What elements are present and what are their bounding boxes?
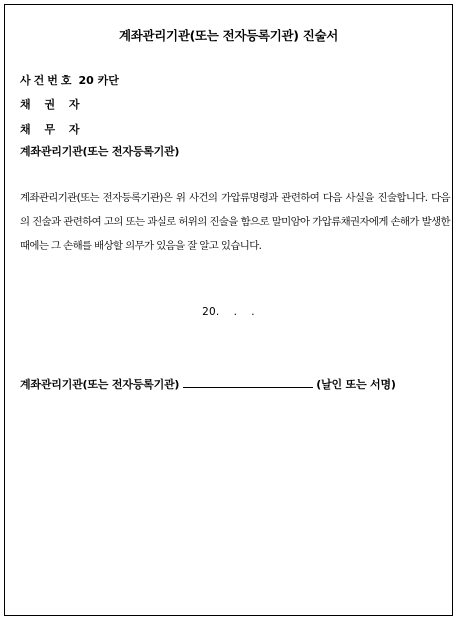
case-number-value: 20 카단 — [78, 74, 119, 87]
case-number-label: 사건번호 — [20, 74, 75, 87]
statement-date: 20. . . — [202, 306, 255, 318]
document-frame — [4, 4, 453, 616]
signature-suffix: (날인 또는 서명) — [316, 378, 396, 391]
signature-agency-label: 계좌관리기관(또는 전자등록기관) — [20, 378, 180, 391]
agency-label: 계좌관리기관(또는 전자등록기관) — [20, 145, 180, 158]
creditor-label-text: 채 권 자 — [20, 98, 85, 111]
case-number-field — [20, 72, 119, 88]
statement-body: 계좌관리기관(또는 전자등록기관)은 위 사건의 가압류명령과 관련하여 다음 사실을 진술합니다. 다음의 진술과 관련하여 고의 또는 과실로 허위의 진술을 함으로 말미암아 가압류채권자에게 손해가 발생한 때에는 그 손해를 배상할 의무가 있음을 잘 알고 있습니다. — [20, 192, 450, 252]
debtor-label — [20, 121, 85, 137]
signature-line[interactable] — [183, 376, 313, 388]
signature-row — [20, 376, 396, 392]
document-title: 계좌관리기관(또는 전자등록기관) 진술서 — [118, 28, 339, 43]
creditor-label — [20, 96, 85, 112]
debtor-label-text: 채 무 자 — [20, 123, 85, 136]
